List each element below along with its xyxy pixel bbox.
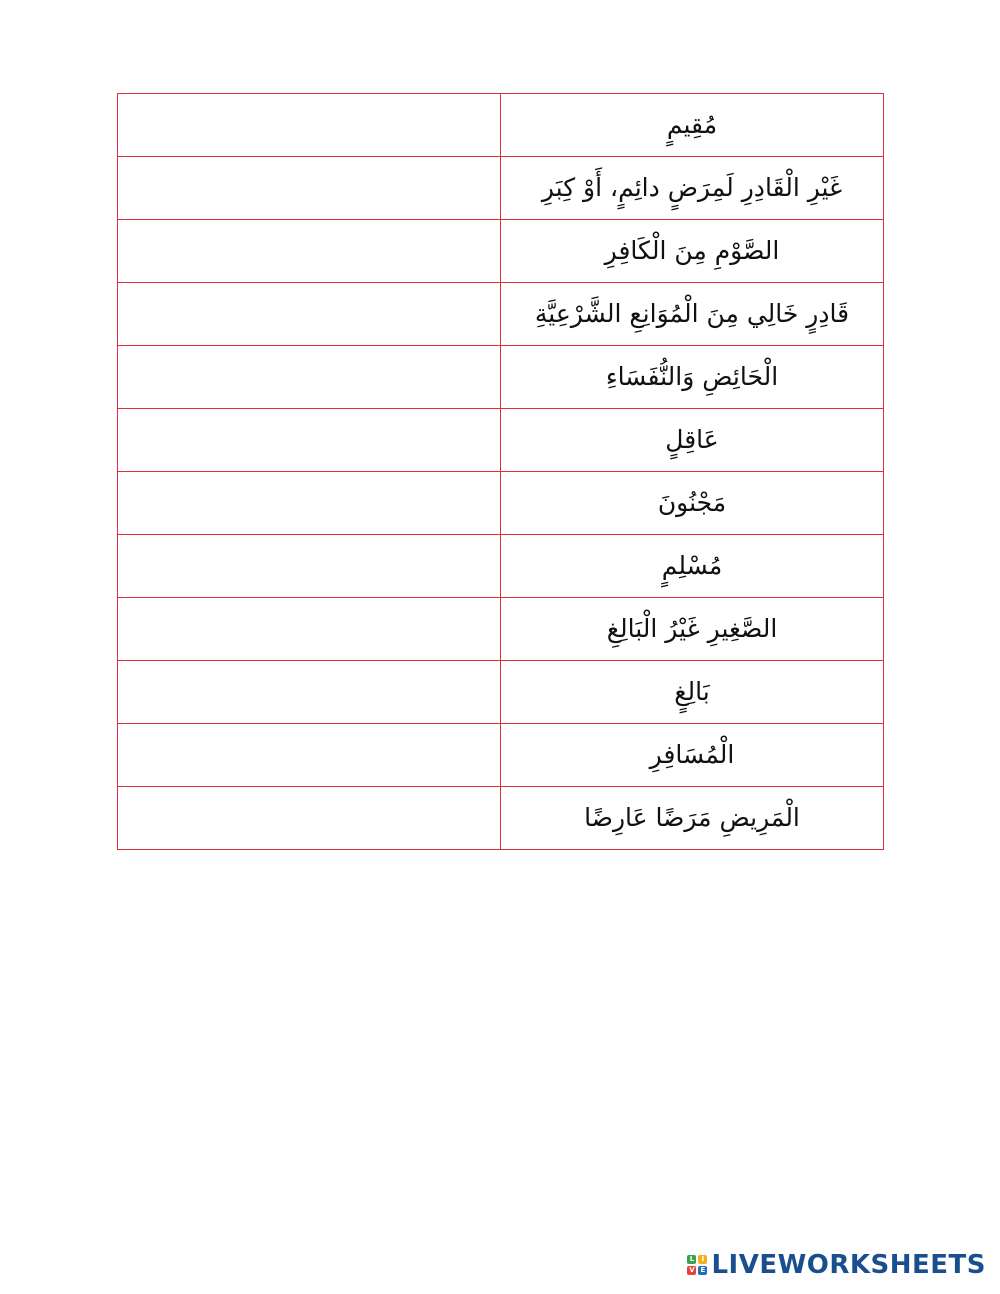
liveworksheets-brand bbox=[687, 1250, 986, 1280]
table-row bbox=[118, 598, 884, 661]
table-row bbox=[118, 409, 884, 472]
answer-input[interactable] bbox=[118, 598, 500, 660]
answer-cell[interactable] bbox=[118, 724, 501, 787]
table-row bbox=[118, 472, 884, 535]
liveworksheets-logo-icon bbox=[687, 1255, 707, 1275]
brand-wordmark: LIVEWORKSHEETS bbox=[711, 1250, 986, 1280]
table-row bbox=[118, 787, 884, 850]
term-cell: الْمُسَافِرِ bbox=[501, 724, 884, 787]
answer-cell[interactable] bbox=[118, 661, 501, 724]
term-cell: عَاقِلٍ bbox=[501, 409, 884, 472]
term-cell: الصَّوْمِ مِنَ الْكَافِرِ bbox=[501, 220, 884, 283]
table-row bbox=[118, 283, 884, 346]
answer-input[interactable] bbox=[118, 346, 500, 408]
answer-cell[interactable] bbox=[118, 598, 501, 661]
term-cell: مُسْلِمٍ bbox=[501, 535, 884, 598]
answer-input[interactable] bbox=[118, 787, 500, 849]
table-row bbox=[118, 220, 884, 283]
table-row bbox=[118, 724, 884, 787]
logo-tile-l: L bbox=[687, 1255, 696, 1264]
term-cell: مَجْنُونَ bbox=[501, 472, 884, 535]
table-row bbox=[118, 157, 884, 220]
answer-cell[interactable] bbox=[118, 787, 501, 850]
logo-tile-i: I bbox=[698, 1255, 707, 1264]
matching-table-body bbox=[118, 94, 884, 850]
answer-input[interactable] bbox=[118, 157, 500, 219]
answer-cell[interactable] bbox=[118, 157, 501, 220]
logo-tile-v: V bbox=[689, 1266, 695, 1274]
answer-input[interactable] bbox=[118, 94, 500, 156]
term-cell: الصَّغِيرِ غَيْرُ الْبَالِغِ bbox=[501, 598, 884, 661]
term-cell: بَالِغٍ bbox=[501, 661, 884, 724]
table-row bbox=[118, 535, 884, 598]
answer-cell[interactable] bbox=[118, 409, 501, 472]
answer-cell[interactable] bbox=[118, 472, 501, 535]
answer-input[interactable] bbox=[118, 283, 500, 345]
term-cell: مُقِيمٍ bbox=[501, 94, 884, 157]
logo-tile-e: E bbox=[698, 1266, 707, 1275]
answer-cell[interactable] bbox=[118, 283, 501, 346]
answer-input[interactable] bbox=[118, 661, 500, 723]
answer-input[interactable] bbox=[118, 724, 500, 786]
table-row bbox=[118, 661, 884, 724]
term-cell: الْمَرِيضِ مَرَضًا عَارِضًا bbox=[501, 787, 884, 850]
answer-cell[interactable] bbox=[118, 346, 501, 409]
answer-cell[interactable] bbox=[118, 220, 501, 283]
term-cell: الْحَائِضِ وَالنُّفَسَاءِ bbox=[501, 346, 884, 409]
table-row bbox=[118, 346, 884, 409]
answer-input[interactable] bbox=[118, 472, 500, 534]
matching-table bbox=[117, 93, 884, 850]
answer-input[interactable] bbox=[118, 535, 500, 597]
answer-input[interactable] bbox=[118, 409, 500, 471]
table-row bbox=[118, 94, 884, 157]
answer-cell[interactable] bbox=[118, 535, 501, 598]
answer-input[interactable] bbox=[118, 220, 500, 282]
answer-cell[interactable] bbox=[118, 94, 501, 157]
term-cell: قَادِرٍ خَالِي مِنَ الْمُوَانِعِ الشَّرْعِيَّةِ bbox=[501, 283, 884, 346]
term-cell: غَيْرِ الْقَادِرِ لَمِرَضٍ دائِمٍ، أَوْ كِبَرِ bbox=[501, 157, 884, 220]
